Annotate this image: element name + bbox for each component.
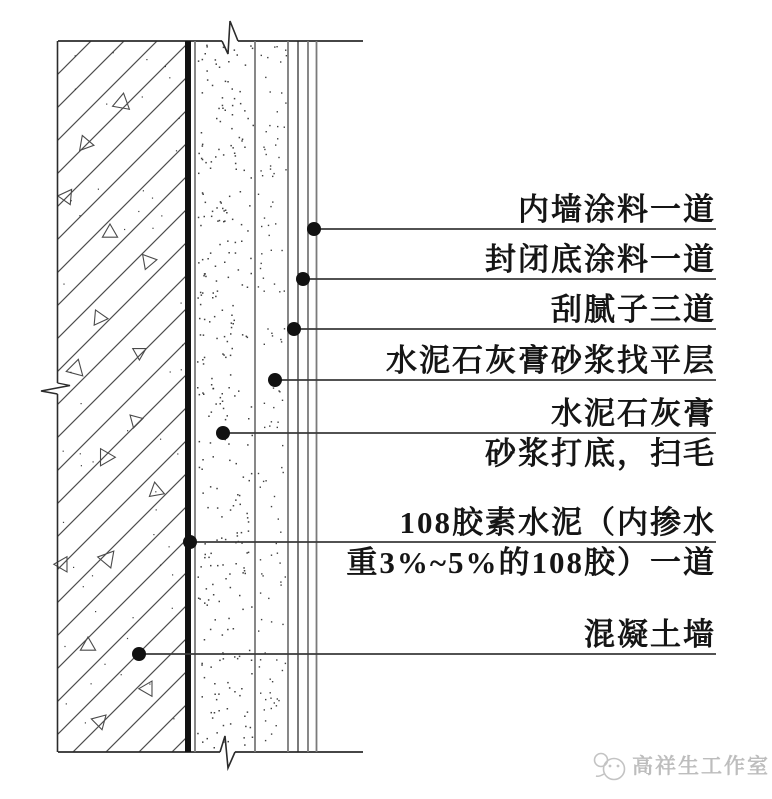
label-leveling-layer: 水泥石灰膏砂浆找平层 <box>386 343 716 378</box>
label-base-coat-line1: 水泥石灰膏 <box>551 396 716 431</box>
leader-dot-putty-coats <box>287 322 301 336</box>
studio-watermark <box>592 750 770 780</box>
concrete-wall-hatch <box>58 41 185 752</box>
leader-dot-base-coat <box>216 426 230 440</box>
studio-watermark-text: 高祥生工作室 <box>632 754 770 778</box>
label-cement-slurry-line1: 108胶素水泥（内掺水 <box>399 505 716 540</box>
leader-dot-cement-slurry <box>183 535 197 549</box>
leader-dot-leveling-layer <box>268 373 282 387</box>
bottom-break-symbol <box>220 736 235 768</box>
label-putty-coats: 刮腻子三道 <box>551 292 716 327</box>
label-sealing-primer: 封闭底涂料一道 <box>485 242 716 277</box>
label-concrete-wall: 混凝土墙 <box>584 617 716 652</box>
label-interior-wall-paint: 内墙涂料一道 <box>518 192 716 227</box>
leader-dot-sealing-primer <box>296 272 310 286</box>
leader-dot-concrete-wall <box>132 647 146 661</box>
leader-dot-interior-wall-paint <box>307 222 321 236</box>
top-break-symbol <box>222 21 238 54</box>
label-cement-slurry-line2: 重3%~5%的108胶）一道 <box>346 545 716 580</box>
label-base-coat-line2: 砂浆打底，扫毛 <box>485 436 716 471</box>
